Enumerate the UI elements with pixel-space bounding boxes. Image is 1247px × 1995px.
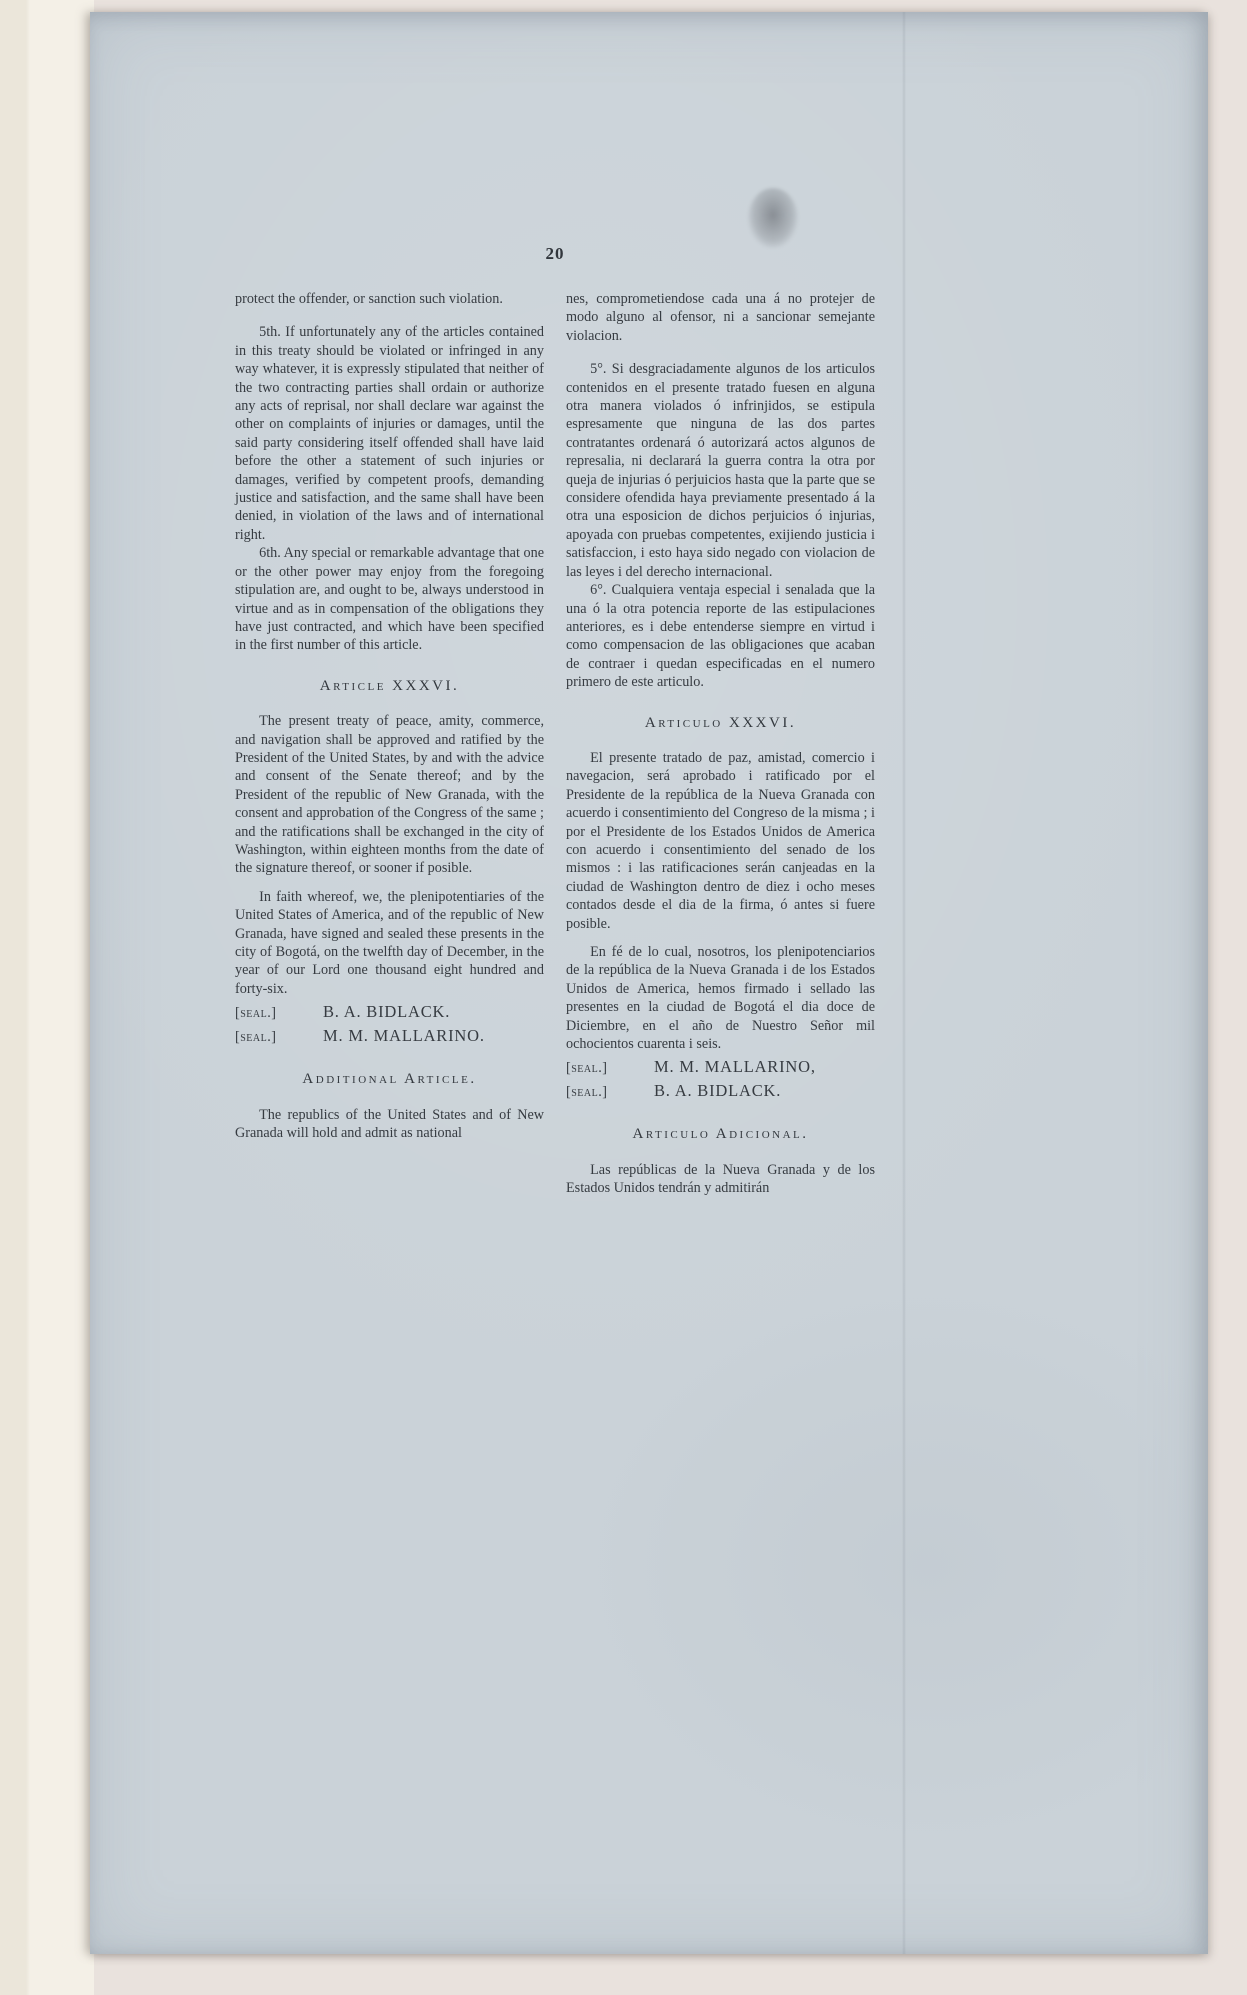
paragraph-spanish-additional: Las repúblicas de la Nueva Granada y de los Estados Unidos tendrán y admitirán bbox=[566, 1161, 875, 1197]
paragraph-english-in-faith: In faith whereof, we, the plenipotentiaries of the United States of America, and of the republic of New Granada, have signed and sealed these presents in the city of Bogotá, on the twelfth day of December, in the year of our Lord one thousand eight hundred and forty-six. bbox=[235, 888, 544, 997]
document-page bbox=[90, 12, 1208, 1954]
paragraph-english-ratification: The present treaty of peace, amity, commerce, and navigation shall be approved and ratified by the President of the United States, by and with the advice and consent of the Senate thereof; and by the President of the republic of New Granada, with the consent and approbation of the Congress of the same ; and the ratifications shall be exchanged in the city of Washington, within eighteen months from the date of the signature thereof, or sooner if posible. bbox=[235, 713, 544, 877]
signature-block-english bbox=[235, 1001, 544, 1048]
signature-row bbox=[566, 1080, 875, 1104]
heading-articulo-adicional-spanish: Articulo Adicional. bbox=[632, 1126, 809, 1143]
adjacent-page-edge bbox=[0, 0, 94, 1995]
page-content bbox=[235, 244, 875, 1198]
signature-row bbox=[566, 1056, 875, 1080]
paragraph-spanish-in-faith: En fé de lo cual, nosotros, los plenipotenciarios de la república de la Nueva Granada i de los Estados Unidos de America, hemos firmado i sellado las presentes en la ciudad de Bogotá el dia doce de Diciembre, en el año de Nuestro Señor mil ochocientos cuarenta i seis. bbox=[566, 944, 875, 1053]
paper-crease bbox=[902, 12, 906, 1954]
signature-name: B. A. BIDLACK. bbox=[323, 1002, 451, 1022]
paragraph-spanish-ratification: El presente tratado de paz, amistad, comercio i navegacion, será aprobado i ratificado por el Presidente de la república de la Nueva Granada con acuerdo i consentimiento del Congreso de la misma ; i por el Presidente de los Estados Unidos de America con acuerdo i consentimiento del senado de los mismos : i las ratificaciones serán canjeadas en la ciudad de Washington dentro de diez i ocho meses contados desde el dia de la firma, ó antes si fuere posible. bbox=[566, 749, 875, 932]
heading-articulo-xxxvi-spanish: Articulo XXXVI. bbox=[644, 714, 797, 731]
ink-smudge bbox=[748, 188, 798, 248]
signature-name: M. M. MALLARINO, bbox=[654, 1057, 816, 1077]
paragraph-english-clause-5: 5th. If unfortunately any of the articles contained in this treaty should be violated or infringed in any way whatever, it is expressly stipulated that neither of the two contracting parties shall ordain or authorize any acts of reprisal, nor shall declare war against the other on complaints of injuries or damages, until the said party considering itself offended shall have laid before the other a statement of such injuries or damages, verified by competent proofs, demanding justice and satisfaction, and the same shall have been denied, in violation of the laws and of international right. bbox=[235, 324, 544, 543]
signature-name: B. A. BIDLACK. bbox=[654, 1080, 782, 1100]
paragraph-english-continuation: protect the offender, or sanction such violation. bbox=[235, 291, 503, 307]
signature-block-spanish bbox=[566, 1056, 875, 1103]
paragraph-spanish-continuation: nes, comprometiendose cada una á no protejer de modo alguno al ofensor, ni a sancionar semejante violacion. bbox=[566, 291, 875, 344]
heading-additional-article-english: Additional Article. bbox=[302, 1071, 477, 1088]
paragraph-spanish-clause-5: 5°. Si desgraciadamente algunos de los articulos contenidos en el presente tratado fuesen en alguna otra manera violados ó infrinjidos, se estipula espresamente que ninguna de las dos partes contratantes ordenará ó autorizará actos algunos de represalia, ni declarará la guerra contra la otra por queja de injurias ó perjuicios hasta que la parte que se considere ofendida haya previamente presentado á la otra una esposicion de dichos perjuicios ó injurias, apoyada con pruebas competentes, exijiendo justicia i satisfaccion, i esto haya sido negado con violacion de las leyes i del derecho internacional. bbox=[566, 361, 875, 580]
two-column-text bbox=[235, 290, 875, 1198]
signature-row bbox=[235, 1025, 544, 1049]
seal-label: [seal.] bbox=[566, 1083, 608, 1100]
signature-name: M. M. MALLARINO. bbox=[323, 1025, 485, 1045]
paragraph-english-additional: The republics of the United States and of New Granada will hold and admit as national bbox=[235, 1106, 544, 1142]
page-number: 20 bbox=[545, 244, 565, 263]
seal-label: [seal.] bbox=[566, 1060, 608, 1077]
paragraph-english-clause-6: 6th. Any special or remarkable advantage that one or the other power may enjoy from the foregoing stipulation are, and ought to be, always understood in virtue and as in compensation of the obligations they have just contracted, and which have been specified in the first number of this article. bbox=[235, 545, 544, 654]
seal-label: [seal.] bbox=[235, 1028, 277, 1045]
paragraph-spanish-clause-6: 6°. Cualquiera ventaja especial i senalada que la una ó la otra potencia reporte de las estipulaciones anteriores, es i debe entenderse siempre en virtud i como compensacion de las obligaciones que acaban de contraer i quedan especificadas en el numero primero de este articulo. bbox=[566, 582, 875, 691]
signature-row bbox=[235, 1001, 544, 1025]
english-column bbox=[235, 290, 544, 1198]
spanish-column bbox=[566, 290, 875, 1198]
heading-article-xxxvi-english: Article XXXVI. bbox=[319, 677, 460, 694]
seal-label: [seal.] bbox=[235, 1005, 277, 1022]
